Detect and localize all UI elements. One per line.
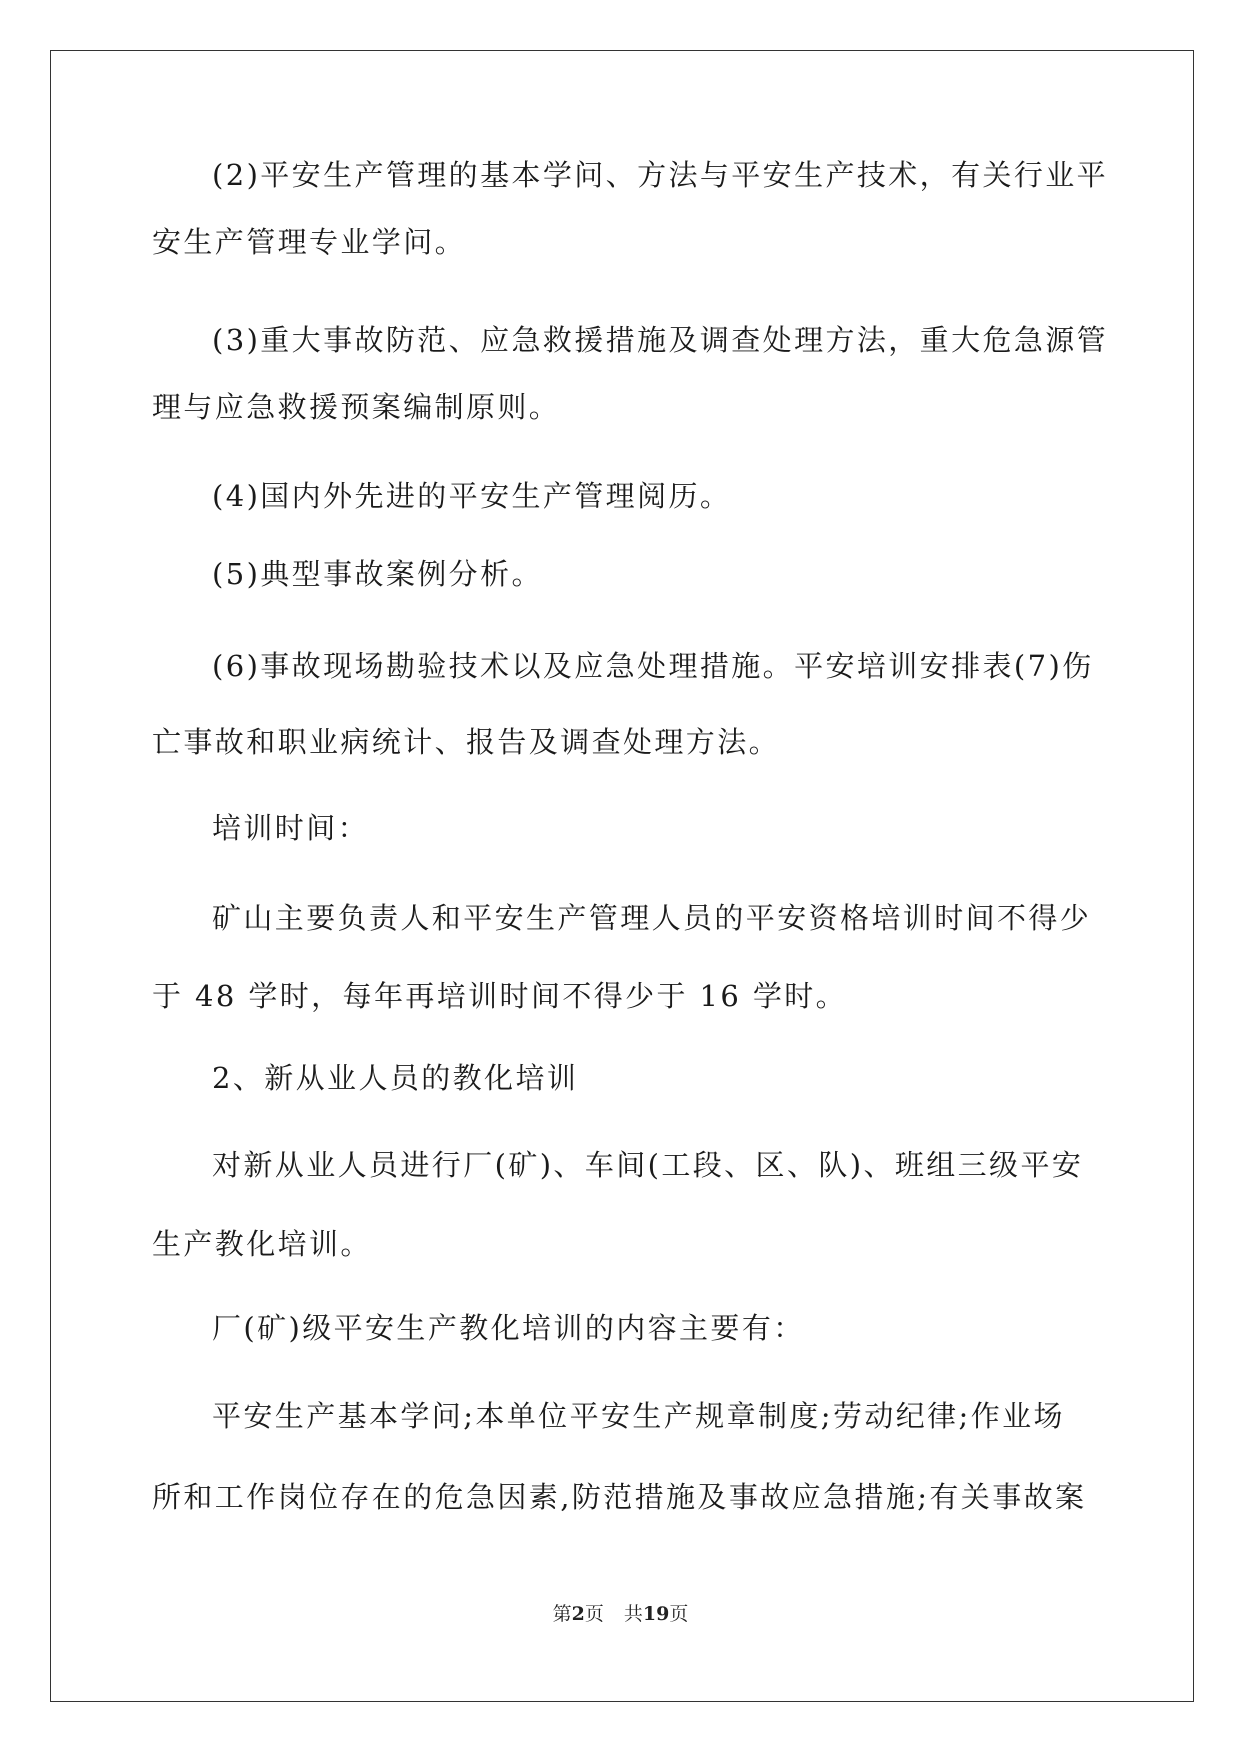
total-prefix: 共: [623, 1603, 643, 1625]
page-prefix: 第: [552, 1603, 572, 1625]
paragraph-line: (3)重大事故防范、应急救援措施及调查处理方法，重大危急源管: [212, 323, 1109, 357]
section-heading: 2、新从业人员的教化培训: [212, 1061, 579, 1095]
paragraph-line: 矿山主要负责人和平安生产管理人员的平安资格培训时间不得少: [212, 901, 1092, 935]
page-number-footer: [0, 1601, 1241, 1627]
current-page-number: 2: [571, 1603, 585, 1625]
page-suffix: 页: [584, 1603, 604, 1625]
paragraph-line: 厂(矿)级平安生产教化培训的内容主要有：: [212, 1311, 805, 1345]
paragraph-line: (4)国内外先进的平安生产管理阅历。: [212, 479, 732, 513]
paragraph-line: 安生产管理专业学问。: [152, 225, 467, 259]
total-suffix: 页: [669, 1603, 689, 1625]
paragraph-line: (2)平安生产管理的基本学问、方法与平安生产技术，有关行业平: [212, 158, 1109, 192]
paragraph-line: 所和工作岗位存在的危急因素,防范措施及事故应急措施;有关事故案: [152, 1480, 1087, 1514]
paragraph-line: 培训时间：: [212, 811, 370, 845]
paragraph-line: (6)事故现场勘验技术以及应急处理措施。平安培训安排表(7)伤: [212, 649, 1094, 683]
paragraph-line: 平安生产基本学问;本单位平安生产规章制度;劳动纪律;作业场: [212, 1399, 1065, 1433]
paragraph-line: 于 48 学时，每年再培训时间不得少于 16 学时。: [152, 979, 848, 1013]
paragraph-line: 亡事故和职业病统计、报告及调查处理方法。: [152, 725, 781, 759]
paragraph-line: (5)典型事故案例分析。: [212, 557, 543, 591]
page-border: [50, 50, 1194, 1702]
paragraph-line: 对新从业人员进行厂(矿)、车间(工段、区、队)、班组三级平安: [212, 1148, 1084, 1182]
total-page-count: 19: [642, 1603, 670, 1625]
paragraph-line: 理与应急救援预案编制原则。: [152, 390, 561, 424]
paragraph-line: 生产教化培训。: [152, 1227, 372, 1261]
